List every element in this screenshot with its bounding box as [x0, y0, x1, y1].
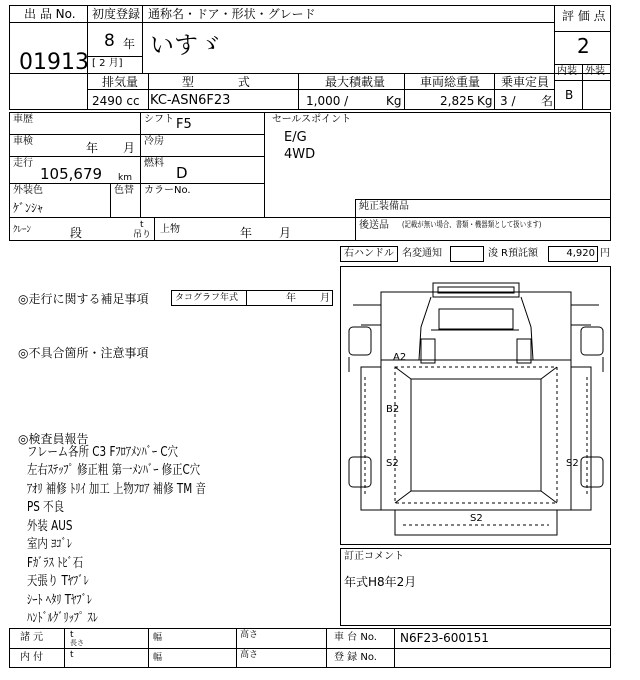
lot-number: 01913 — [19, 50, 89, 75]
chassis-no-label: 車 台 No. — [334, 632, 377, 643]
inspector-line-3: ｱｵﾘ 補修 ﾄﾘｲ 加工 上物ﾌﾛｱ 補修 TM 音 — [27, 482, 206, 497]
specs-length-label: 長さ — [70, 639, 84, 647]
defects-title: ◎不具合箇所・注意事項 — [18, 346, 149, 360]
correction-label: 訂正コメント — [344, 551, 404, 562]
inspection-label: 車検 — [13, 136, 33, 147]
truck-diagram — [341, 267, 610, 544]
crane-stage-unit: 段 — [70, 226, 83, 240]
max-load-unit: Kg — [386, 94, 402, 108]
interior-label: 内装 — [557, 66, 577, 77]
inspector-line-10: ﾊﾝﾄﾞﾙｸﾞﾘｯﾌﾟ ｽﾚ — [27, 611, 98, 626]
upper-month-unit: 月 — [279, 226, 292, 240]
specs-row-label: 諸 元 — [20, 632, 44, 643]
yen-unit: 円 — [600, 248, 610, 259]
exterior-label: 外装 — [585, 66, 605, 77]
interior-grade: B — [565, 88, 574, 102]
fuel-label: 燃料 — [144, 158, 164, 169]
lot-number-label: 出 品 No. — [24, 7, 76, 21]
name-change-notice-label: 名変通知 — [402, 248, 442, 259]
inner-width-label: 幅 — [153, 653, 163, 663]
recycle-label: R預託額 — [501, 248, 538, 259]
cargo-bed — [381, 360, 571, 510]
registration-month: [ 2 月] — [92, 58, 123, 69]
displacement: 2490 cc — [92, 94, 140, 108]
gross-weight-label: 車両総重量 — [420, 75, 481, 89]
correction-text: 年式H8年2月 — [344, 575, 417, 589]
upper-year-unit: 年 — [240, 226, 253, 240]
crane-ton-unit: t — [140, 220, 144, 230]
inspector-line-9: ｼｰﾄ ﾍﾀﾘ Tﾔﾌﾞﾚ — [27, 593, 92, 608]
recycle-amount: 4,920 — [566, 248, 595, 259]
history-label: 車歴 — [13, 114, 33, 125]
front-right-wheel — [581, 327, 603, 355]
inspection-month-unit: 月 — [123, 141, 136, 155]
specs-width-label: 幅 — [153, 633, 163, 643]
rear-left-wheel — [349, 457, 371, 487]
specs-height-label: 高さ — [240, 630, 259, 640]
front-left-wheel — [349, 327, 371, 355]
inner-height-label: 高さ — [240, 650, 259, 660]
mileage-unit: km — [118, 173, 132, 183]
name-change-notice-box — [450, 246, 484, 262]
color-code-label: カラーNo. — [144, 185, 191, 196]
handle-position: 右ハンドル — [344, 248, 394, 259]
chassis-number: N6F23-600151 — [400, 631, 489, 645]
inspector-line-5: 外装 AUS — [27, 519, 73, 534]
genuine-equipment-label: 純正装備品 — [359, 201, 409, 212]
damage-mark-b2: B2 — [386, 404, 400, 415]
inspector-line-2: 左右ｽﾃｯﾌﾟ 修正粗 第一ﾒﾝﾊﾞｰ 修正C穴 — [27, 463, 201, 478]
exterior-color: ｹﾞﾝｼｬ — [13, 201, 44, 215]
gross-weight-unit: Kg — [477, 94, 493, 108]
retrofit-note: (記載が無い場合、書類・機器類として扱います) — [402, 220, 542, 229]
capacity-label: 乗車定員 — [501, 75, 550, 89]
fuel-value: D — [176, 164, 188, 182]
max-load: 1,000 / — [306, 94, 349, 108]
car-name-label: 通称名・ドア・形状・グレード — [148, 7, 316, 21]
cab-outline — [381, 292, 571, 360]
model-code: KC-ASN6F23 — [150, 93, 231, 108]
ac-label: 冷房 — [144, 136, 164, 147]
inspector-line-1: フレーム各所 C3 Fﾌﾛｱﾒﾝﾊﾞｰ C穴 — [27, 445, 179, 460]
tachograph-year-unit: 年 — [286, 293, 296, 304]
max-load-label: 最大積載量 — [325, 75, 386, 89]
inner-row-label: 内 付 — [20, 652, 44, 663]
car-name: いすゞ — [150, 31, 222, 59]
inspector-line-6: 室内 ﾖｺﾞﾚ — [27, 537, 72, 552]
model-label: 型 式 — [182, 75, 250, 89]
sales-points-label: セールスポイント — [272, 114, 352, 125]
shift-value: F5 — [176, 117, 192, 132]
color-change-label: 色替 — [114, 185, 134, 196]
crane-label: ｸﾚｰﾝ — [13, 225, 32, 235]
inspector-line-4: PS 不良 — [27, 500, 64, 515]
capacity-unit: 名 — [541, 94, 554, 108]
gross-weight: 2,825 — [440, 94, 475, 108]
tachograph-label: タコグラフ年式 — [175, 293, 239, 303]
upper-body-label: 上物 — [160, 224, 180, 235]
inspector-line-8: 天張り Tﾔﾌﾞﾚ — [27, 574, 89, 589]
score-label: 評 価 点 — [562, 9, 606, 23]
mileage: 105,679 — [40, 165, 103, 183]
specs-ton-label: t — [70, 630, 74, 640]
displacement-label: 排気量 — [102, 75, 139, 89]
registration-year: 8 — [104, 31, 115, 51]
first-registration-label: 初度登録 — [92, 7, 141, 21]
damage-mark-s2-right: S2 — [566, 458, 579, 469]
inspector-line-7: Fｶﾞﾗｽ ﾄﾋﾞ石 — [27, 556, 84, 571]
registration-no-label: 登 録 No. — [334, 652, 377, 663]
retrofit-label: 後送品 — [359, 220, 389, 231]
inner-ton-label: t — [70, 650, 74, 660]
inspector-report-title: ◎検査員報告 — [18, 432, 89, 446]
capacity: 3 / — [500, 94, 516, 108]
year-unit: 年 — [123, 37, 136, 51]
damage-mark-s2-rear: S2 — [470, 513, 483, 524]
damage-mark-a2: A2 — [393, 352, 407, 363]
evaluation-score: 2 — [577, 34, 590, 58]
tachograph-month-unit: 月 — [320, 293, 330, 304]
driving-notes-title: ◎走行に関する補足事項 — [18, 292, 149, 306]
sales-point-2: 4WD — [284, 147, 316, 162]
crane-lift-unit: 吊り — [133, 230, 152, 240]
mileage-label: 走行 — [13, 158, 33, 169]
deposit-label: 浚 — [488, 248, 498, 259]
inspection-year-unit: 年 — [86, 141, 99, 155]
rear-right-wheel — [581, 457, 603, 487]
sales-point-1: E/G — [284, 130, 307, 145]
shift-label: シフト — [144, 114, 174, 125]
exterior-color-label: 外装色 — [13, 185, 43, 196]
damage-mark-s2-left: S2 — [386, 458, 399, 469]
